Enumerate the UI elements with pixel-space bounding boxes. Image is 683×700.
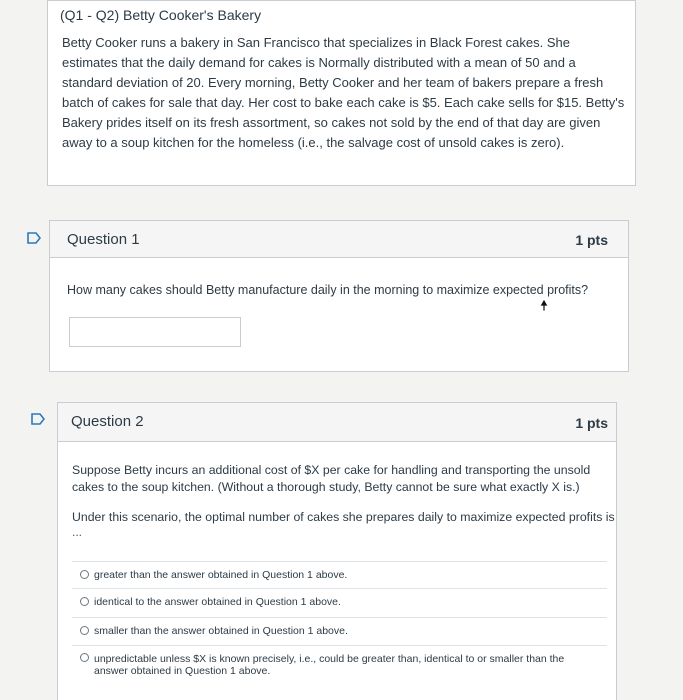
answer-option-3[interactable] <box>72 617 607 645</box>
question-1-card <box>49 220 629 372</box>
radio-button[interactable] <box>80 626 89 635</box>
radio-button[interactable] <box>80 597 89 606</box>
question-2-prompt: Suppose Betty incurs an additional cost of $X per cake for handling and transporting the unsold cakes to the soup kitchen. (Without a thorough study, Betty cannot be sure what exactly X is.) <box>72 463 591 494</box>
flag-question-2-icon[interactable] <box>31 413 45 425</box>
mouse-cursor-icon <box>539 298 549 317</box>
question-1-prompt: How many cakes should Betty manufacture daily in the morning to maximize expected profits? <box>67 283 589 297</box>
question-2-points: 1 pts <box>575 415 608 431</box>
question-1-points: 1 pts <box>575 232 608 248</box>
answer-option-label: identical to the answer obtained in Question 1 above. <box>94 596 341 608</box>
question-1-header <box>50 221 628 258</box>
answer-option-1[interactable] <box>72 561 607 588</box>
question-2-card <box>57 402 617 700</box>
question-2-ellipsis: ... <box>72 525 83 539</box>
question-1-answer-input[interactable] <box>69 317 241 347</box>
intro-title: (Q1 - Q2) Betty Cooker's Bakery <box>60 7 262 23</box>
answer-option-4[interactable] <box>72 645 607 690</box>
answer-option-2[interactable] <box>72 588 607 617</box>
radio-button[interactable] <box>80 570 89 579</box>
answer-option-label: unpredictable unless $X is known precisely, i.e., could be greater than, identical to or smaller than the answer obtained in Question 1 above. <box>94 653 565 677</box>
question-1-title: Question 1 <box>67 231 140 248</box>
answer-option-label: smaller than the answer obtained in Question 1 above. <box>94 625 348 637</box>
intro-card <box>47 0 636 186</box>
question-2-title: Question 2 <box>71 413 144 430</box>
intro-body: Betty Cooker runs a bakery in San Francisco that specializes in Black Forest cakes. She estimates that the daily demand for cakes is Normally distributed with a mean of 50 and a standard deviation of 20. Every morning, Betty Cooker and her team of bakers prepare a fresh batch of cakes for sale that day. Her cost to bake each cake is $5. Each cake sells for $15. Betty's Bakery prides itself on its fresh assortment, so cakes not sold by the end of that day are given away to a soup kitchen for the homeless (i.e., the salvage cost of unsold cakes is zero). <box>62 35 625 150</box>
question-2-header <box>58 403 616 442</box>
flag-question-1-icon[interactable] <box>27 232 41 244</box>
radio-button[interactable] <box>80 653 89 662</box>
question-2-scenario: Under this scenario, the optimal number of cakes she prepares daily to maximize expected profits is <box>72 510 615 524</box>
answer-option-label: greater than the answer obtained in Question 1 above. <box>94 569 348 581</box>
